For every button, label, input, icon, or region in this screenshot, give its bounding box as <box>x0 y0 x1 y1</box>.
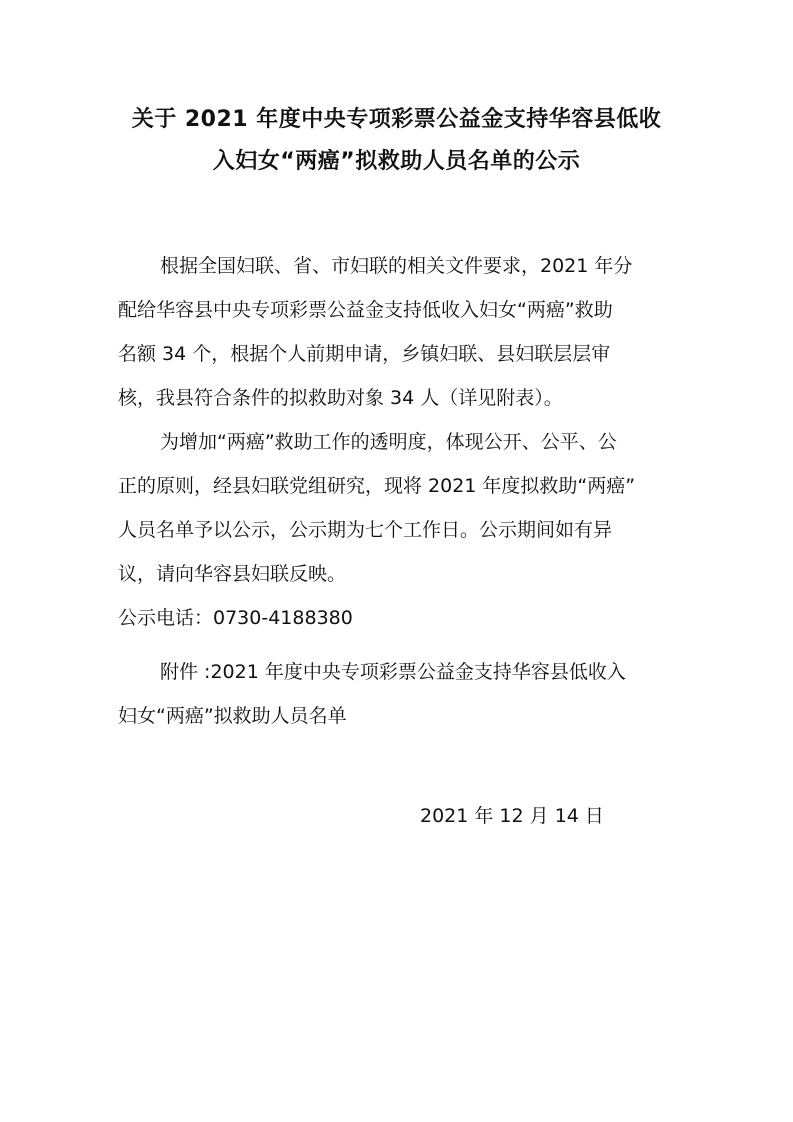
paragraph-2-line-2: 正的原则，经县妇联党组研究，现将 2021 年度拟救助“两癌” <box>118 475 636 497</box>
paragraph-1-line-1: 根据全国妇联、省、市妇联的相关文件要求，2021 年分 <box>160 255 633 277</box>
document-date: 2021 年 12 月 14 日 <box>420 805 604 827</box>
document-title-line-1: 关于 2021 年度中央专项彩票公益金支持华容县低收 <box>131 107 662 132</box>
paragraph-2-line-4: 议，请向华容县妇联反映。 <box>118 563 347 585</box>
paragraph-1-line-2: 配给华容县中央专项彩票公益金支持低收入妇女“两癌”救助 <box>118 299 613 321</box>
paragraph-1-line-4: 核，我县符合条件的拟救助对象 34 人（详见附表）。 <box>118 387 563 409</box>
attachment-line-1: 附件 :2021 年度中央专项彩票公益金支持华容县低收入 <box>160 661 626 683</box>
phone-line: 公示电话：0730-4188380 <box>118 607 353 629</box>
attachment-line-2: 妇女“两癌”拟救助人员名单 <box>118 705 347 727</box>
paragraph-2-line-3: 人员名单予以公示，公示期为七个工作日。公示期间如有异 <box>118 519 613 541</box>
paragraph-1-line-3: 名额 34 个，根据个人前期申请，乡镇妇联、县妇联层层审 <box>118 343 611 365</box>
document-title-line-2: 入妇女“两癌”拟救助人员名单的公示 <box>212 149 581 174</box>
paragraph-2-line-1: 为增加“两癌”救助工作的透明度，体现公开、公平、公 <box>160 431 617 453</box>
